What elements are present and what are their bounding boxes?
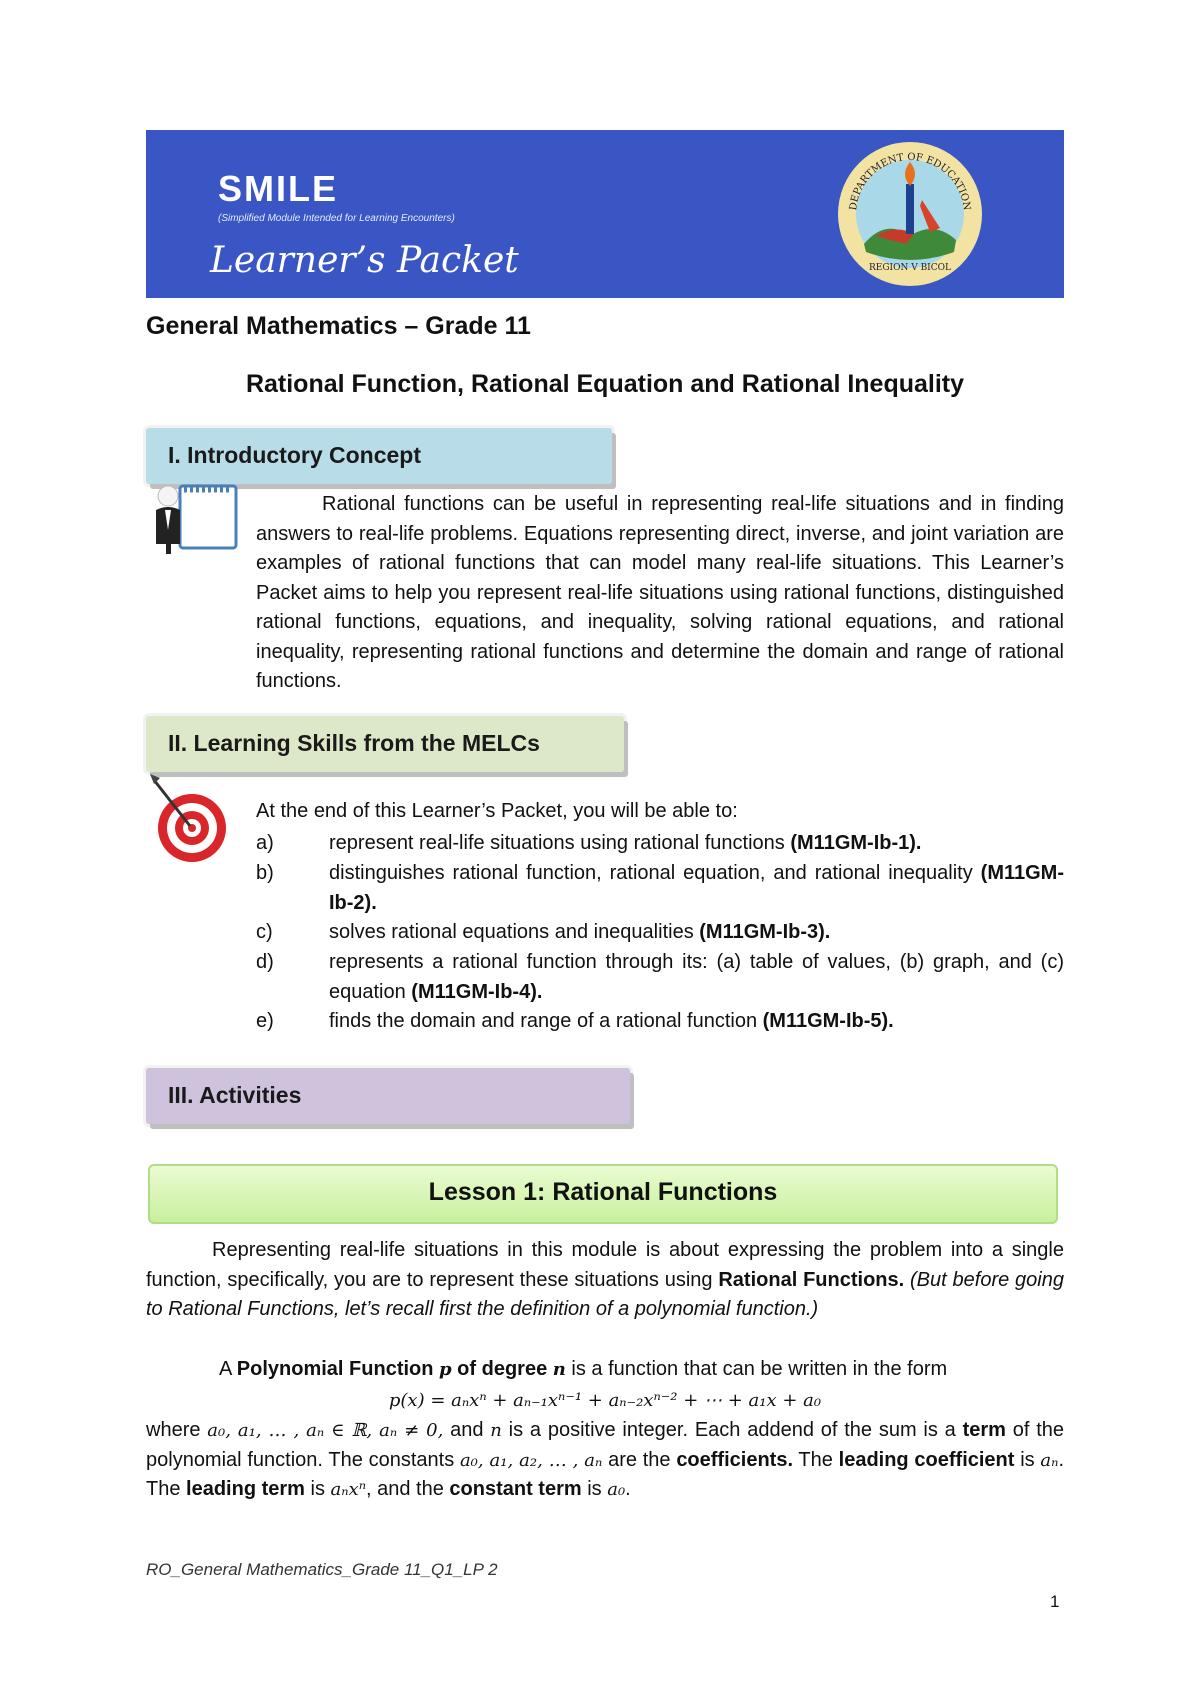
objective-item (256, 948, 1064, 1007)
def-math: n (490, 1420, 502, 1441)
def-text: of the polynomial function. The constants (146, 1419, 1065, 1471)
section-header: II. Learning Skills from the MELCs (168, 730, 540, 756)
subject-heading: General Mathematics – Grade 11 (146, 312, 531, 340)
presenter-board-icon (146, 480, 240, 556)
def-text: are the (602, 1448, 677, 1471)
footer-document-code: RO_General Mathematics_Grade 11_Q1_LP 2 (146, 1560, 498, 1579)
objective-text: represents a rational function through its: (a) table of values, (b) graph, and (c) equation (329, 951, 1064, 1003)
def-term: term (962, 1419, 1006, 1441)
header-banner (146, 130, 1064, 298)
lesson-text-bold: Rational Functions. (718, 1268, 905, 1291)
def-text: where (146, 1419, 208, 1441)
section-introductory-concept (146, 428, 612, 484)
def-term: leading term (186, 1478, 305, 1500)
intro-text: Rational functions can be useful in representing real-life situations and in finding answers to real-life problems. Equations representing direct, inverse, and joint variation are examples of rational functions that can model many real-life situations. This Learner’s Packet aims to help you represent real-life situations using rational functions, distinguished rational functions, equations, and inequality, solving rational equations, and rational inequality, representing rational functions and determine the domain and range of rational functions. (256, 493, 1064, 692)
def-term: Polynomial Function (236, 1358, 440, 1380)
page-number: 1 (1050, 1592, 1060, 1611)
def-text: A (219, 1358, 237, 1380)
objectives-intro: At the end of this Learner’s Packet, you will be able to: (256, 800, 738, 822)
def-text: is (304, 1478, 331, 1500)
section-header: I. Introductory Concept (168, 442, 421, 468)
section-learning-skills (146, 716, 624, 772)
def-text: is (581, 1478, 608, 1500)
objective-label: e) (256, 1010, 274, 1032)
lesson-title: Lesson 1: Rational Functions (428, 1178, 778, 1206)
formula: p(x) = aₙxⁿ + aₙ₋₁xⁿ⁻¹ + aₙ₋₂xⁿ⁻² + ⋯ + a₁x + a₀ (388, 1390, 822, 1411)
section-header: III. Activities (168, 1082, 302, 1108)
objective-item (256, 829, 1064, 859)
lesson-text: Representing real-life situations in this module is about expressing the problem into a single function, specifically, you are to represent these situations using (146, 1239, 1064, 1291)
def-term: constant term (449, 1478, 582, 1500)
objective-label: a) (256, 832, 274, 854)
objective-item (256, 859, 1064, 918)
melc-code: (M11GM-Ib-1). (790, 832, 922, 854)
def-math: aₙ (1040, 1449, 1059, 1471)
def-term: coefficients. (676, 1448, 794, 1471)
lesson-title-box (148, 1164, 1058, 1224)
objective-text: distinguishes rational function, rational equation, and rational inequality (329, 862, 981, 884)
def-text: and (443, 1419, 491, 1441)
def-text: . The (146, 1448, 1064, 1500)
def-math: a₀, a₁, … , aₙ ∈ ℝ, aₙ ≠ 0, (207, 1420, 444, 1441)
melc-code: (M11GM-Ib-3). (699, 921, 831, 943)
objective-text: represent real-life situations using rational functions (329, 832, 791, 854)
melc-code: (M11GM-Ib-5). (762, 1010, 894, 1032)
def-term: of degree (451, 1358, 553, 1380)
objective-label: c) (256, 921, 273, 943)
melc-code: (M11GM-Ib-4). (411, 980, 543, 1003)
def-text: is (1014, 1448, 1041, 1471)
lesson-paragraph (146, 1236, 1064, 1325)
def-math: aₙxⁿ (330, 1479, 366, 1500)
def-text: is a function that can be written in the form (565, 1358, 948, 1380)
def-text: is a positive integer. Each addend of the sum is a (501, 1419, 963, 1441)
svg-text:DEPARTMENT OF EDUCATION: DEPARTMENT OF EDUCATION (848, 151, 972, 212)
def-math: p (439, 1359, 452, 1380)
page-title: Rational Function, Rational Equation and Rational Inequality (245, 370, 965, 398)
banner-subtitle: (Simplified Module Intended for Learning Encounters) (218, 213, 455, 224)
polynomial-definition (146, 1355, 1064, 1385)
objective-label: b) (256, 862, 274, 884)
banner-title: SMILE (218, 168, 339, 209)
lesson-text-italic: (But before going to Rational Functions, let’s recall first the definition of a polynomial function.) (146, 1268, 1064, 1320)
def-text: . (625, 1478, 631, 1500)
section-activities (146, 1068, 630, 1124)
def-term: leading coefficient (838, 1448, 1015, 1471)
intro-paragraph (256, 490, 1064, 697)
melc-code: (M11GM-Ib-2). (329, 862, 1064, 914)
def-math: n (552, 1359, 566, 1380)
polynomial-formula (146, 1386, 1064, 1416)
deped-seal-logo (836, 140, 984, 288)
objective-text: solves rational equations and inequalities (329, 921, 700, 943)
def-text: The (793, 1448, 839, 1471)
banner-packet-label: Learner’s Packet (210, 240, 519, 281)
def-math: a₀ (607, 1479, 626, 1500)
objective-label: d) (256, 951, 274, 973)
def-text: , and the (366, 1478, 450, 1500)
objective-item (256, 918, 1064, 948)
objective-item (256, 1007, 1064, 1037)
def-math: a₀, a₁, a₂, … , aₙ (459, 1449, 603, 1471)
objective-text: finds the domain and range of a rational function (329, 1010, 763, 1032)
definition-explanation (146, 1416, 1064, 1505)
target-icon (146, 770, 230, 866)
svg-text:REGION V BICOL: REGION V BICOL (869, 263, 951, 273)
